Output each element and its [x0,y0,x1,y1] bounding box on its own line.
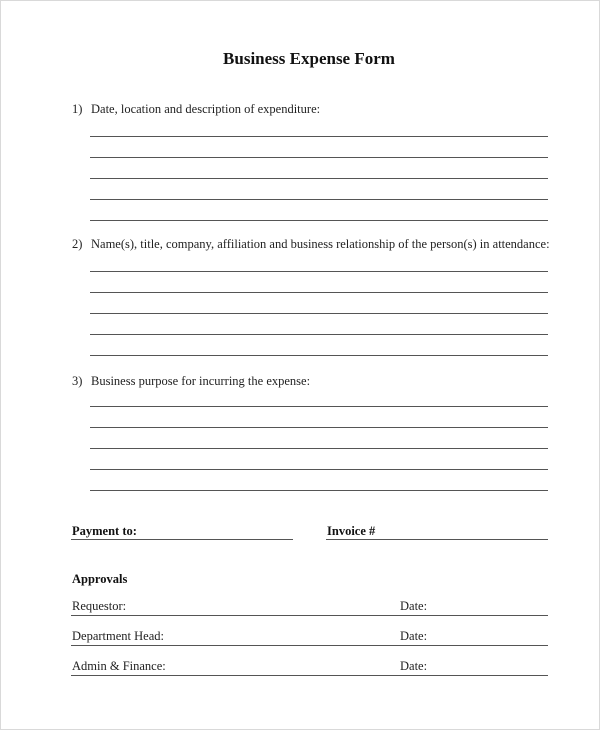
answer-1-line-3[interactable] [90,178,548,179]
answer-1-line-2[interactable] [90,157,548,158]
answer-2-line-2[interactable] [90,292,548,293]
payment-to-field[interactable] [71,539,293,540]
answer-1-line-1[interactable] [90,136,548,137]
requestor-date-label: Date: [400,599,428,613]
answer-2-line-1[interactable] [90,271,548,272]
admin-finance-label: Admin & Finance: [72,659,166,673]
question-1 [72,102,320,117]
invoice-field[interactable] [326,539,548,540]
question-1-number: 1) [72,102,83,116]
answer-3-line-1[interactable] [90,406,548,407]
question-2 [72,237,550,252]
approvals-heading: Approvals [72,572,128,586]
answer-1-line-4[interactable] [90,199,548,200]
invoice-label: Invoice # [327,524,376,538]
department-head-signature-line[interactable] [71,645,548,646]
question-2-text: Name(s), title, company, affiliation and business relationship of the person(s) in attendance: [91,237,550,251]
requestor-label: Requestor: [72,599,127,613]
department-head-date-label: Date: [400,629,428,643]
answer-2-line-4[interactable] [90,334,548,335]
payment-to-label: Payment to: [72,524,137,538]
answer-3-line-3[interactable] [90,448,548,449]
department-head-label: Department Head: [72,629,164,643]
question-3-number: 3) [72,374,83,388]
question-3 [72,374,310,389]
question-3-text: Business purpose for incurring the expense: [91,374,311,388]
answer-3-line-5[interactable] [90,490,548,491]
question-2-number: 2) [72,237,83,251]
admin-finance-date-label: Date: [400,659,428,673]
form-title: Business Expense Form [223,49,395,68]
requestor-signature-line[interactable] [71,615,548,616]
question-1-text: Date, location and description of expenditure: [91,102,321,116]
answer-2-line-5[interactable] [90,355,548,356]
answer-2-line-3[interactable] [90,313,548,314]
answer-1-line-5[interactable] [90,220,548,221]
admin-finance-signature-line[interactable] [71,675,548,676]
answer-3-line-2[interactable] [90,427,548,428]
answer-3-line-4[interactable] [90,469,548,470]
